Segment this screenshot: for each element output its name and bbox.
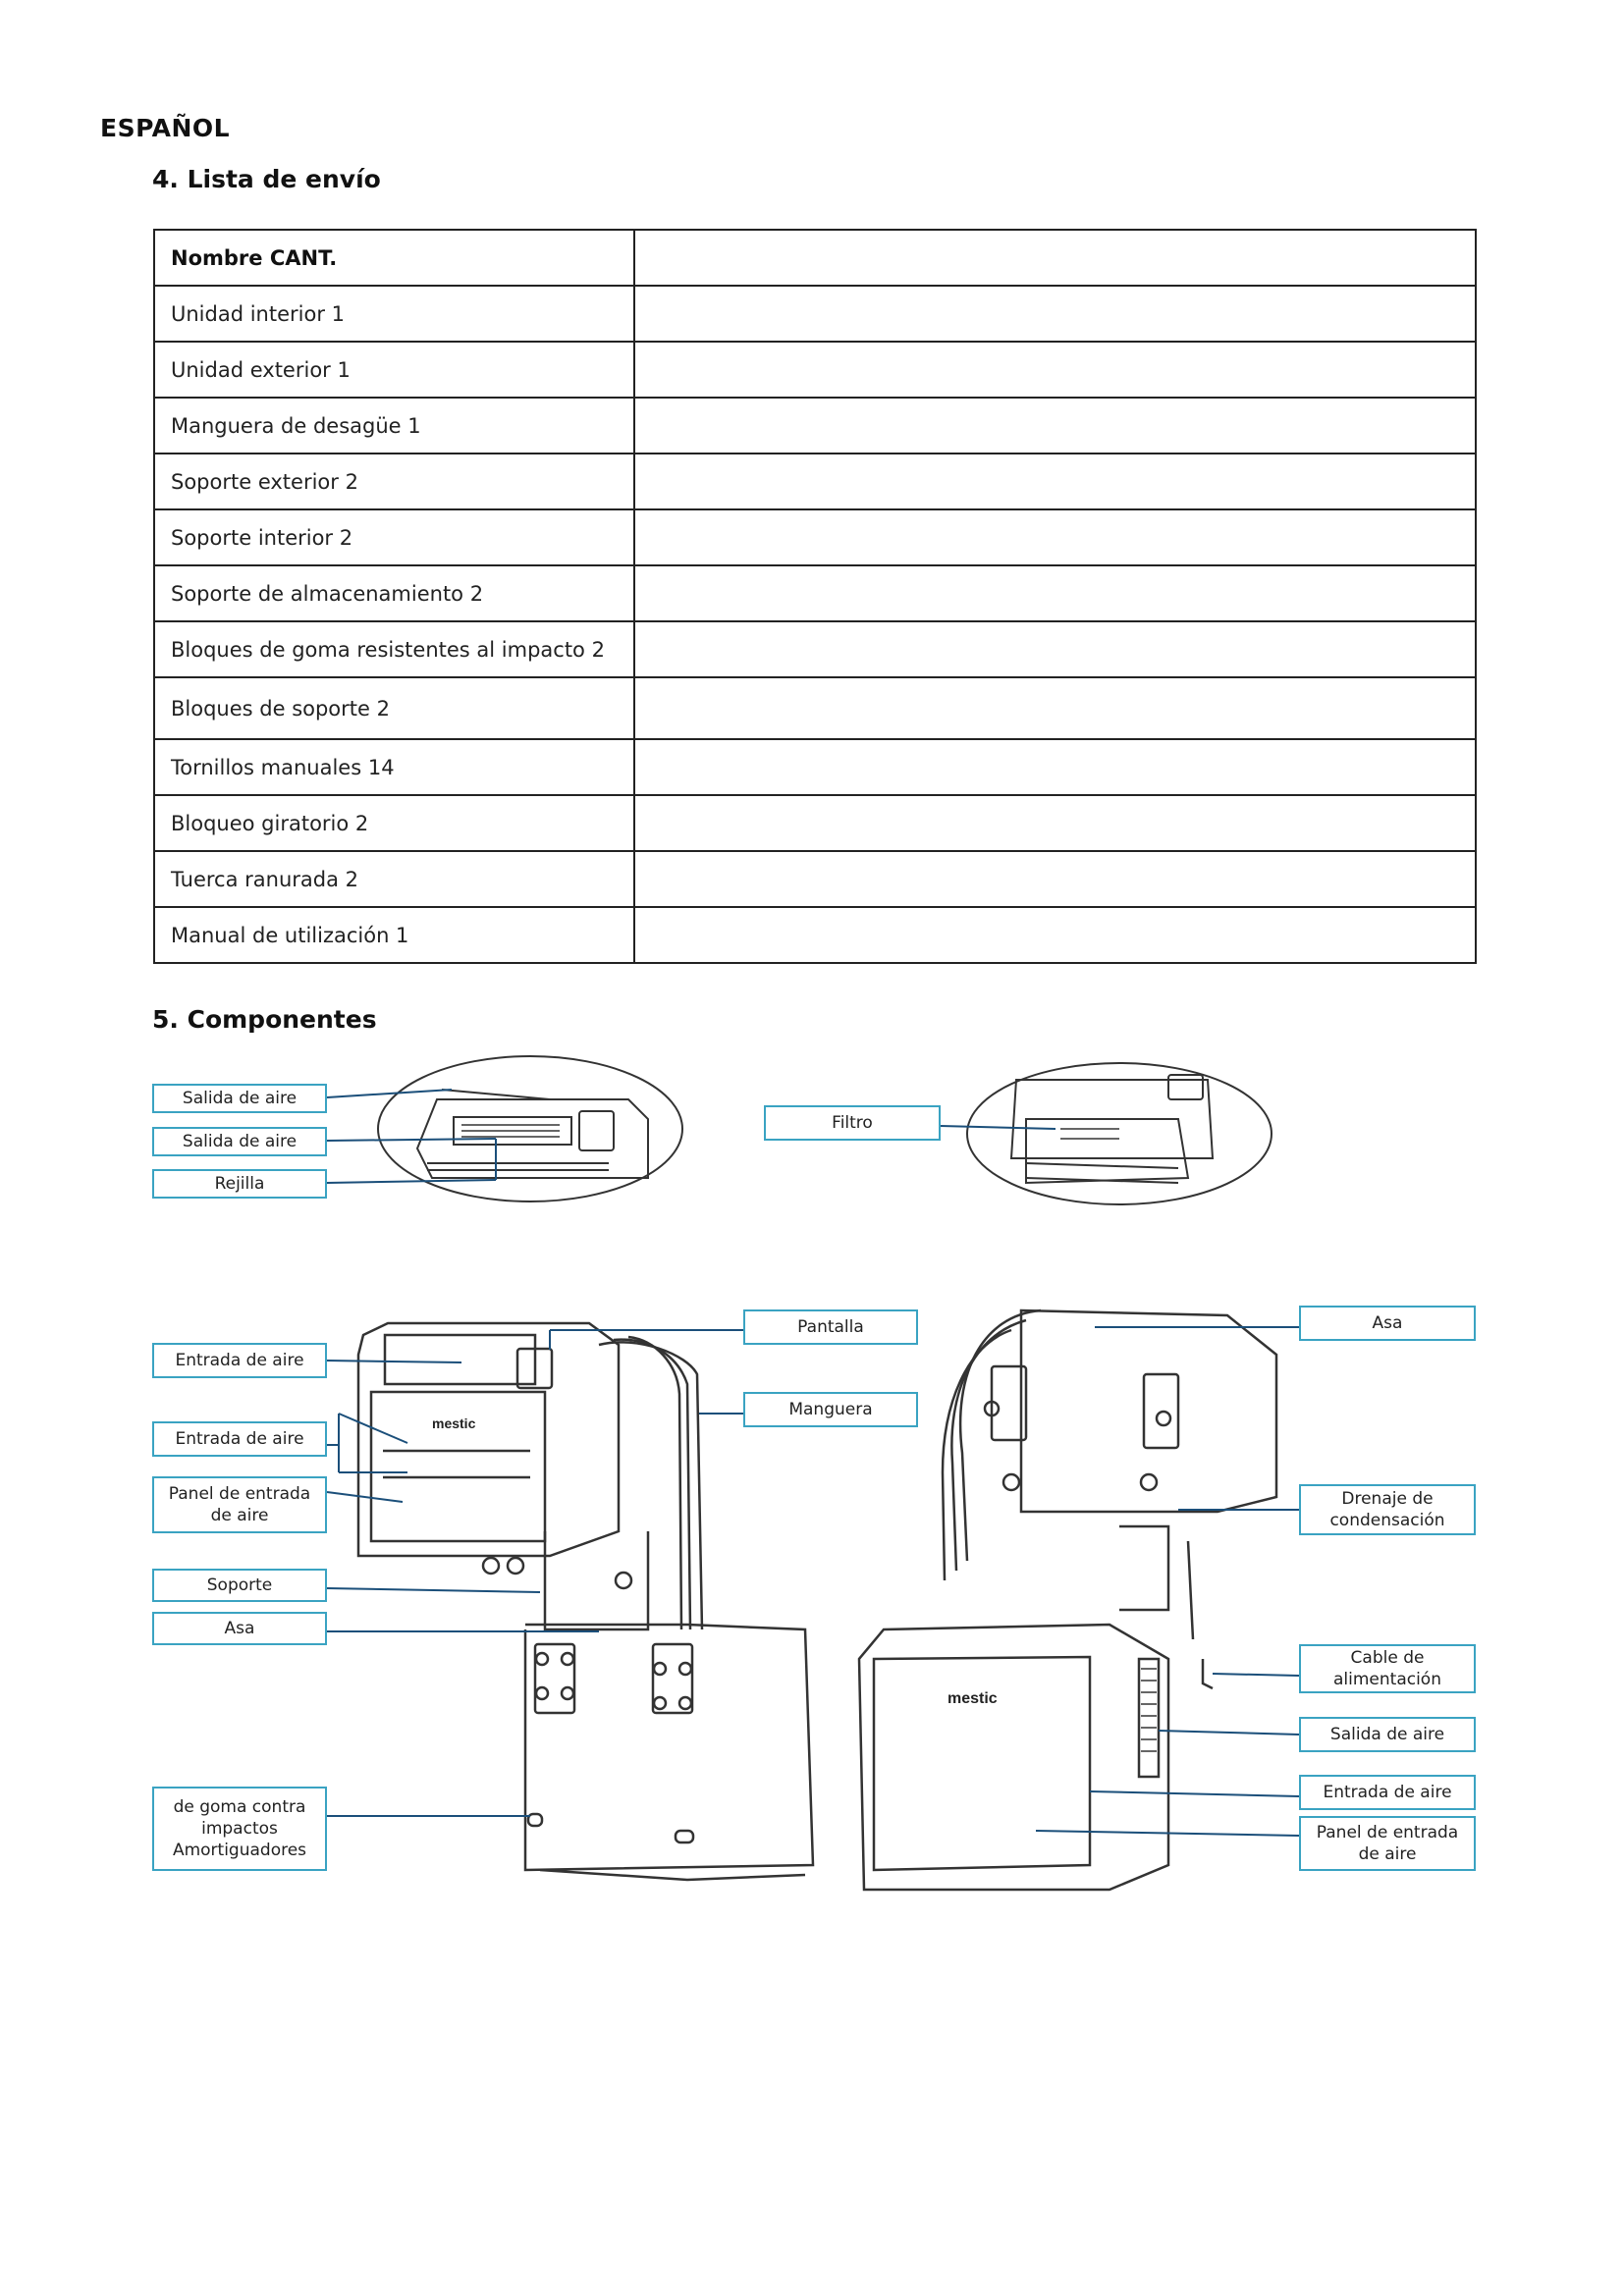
table-cell: Manual de utilización 1: [154, 907, 634, 963]
callout-cable: Cable de alimentación: [1299, 1644, 1476, 1693]
outdoor-unit-rear-drawing: [859, 1310, 1276, 1890]
table-cell: Unidad interior 1: [154, 286, 634, 342]
callout-manguera: Manguera: [743, 1392, 918, 1427]
table-cell: Manguera de desagüe 1: [154, 398, 634, 454]
callout-rejilla: Rejilla: [152, 1169, 327, 1199]
callout-amortiguadores: de goma contra impactos Amortiguadores: [152, 1787, 327, 1871]
section-4-title: 4. Lista de envío: [152, 165, 381, 193]
table-cell: Unidad exterior 1: [154, 342, 634, 398]
callout-pantalla: Pantalla: [743, 1309, 918, 1345]
callout-panel-entrada-right: Panel de entrada de aire: [1299, 1816, 1476, 1871]
leader-lines: [327, 1090, 1299, 1836]
callout-soporte: Soporte: [152, 1569, 327, 1602]
brand-logo-left: mestic: [432, 1415, 476, 1431]
table-cell: Tuerca ranurada 2: [154, 851, 634, 907]
language-heading: ESPAÑOL: [100, 114, 231, 142]
section-5-title: 5. Componentes: [152, 1005, 377, 1034]
callout-asa-left: Asa: [152, 1612, 327, 1645]
callout-asa-right: Asa: [1299, 1306, 1476, 1341]
callout-entrada-de-aire-front: Entrada de aire: [152, 1421, 327, 1457]
table-cell: Tornillos manuales 14: [154, 739, 634, 795]
brand-logo-right: mestic: [947, 1690, 998, 1707]
callout-salida-de-aire-2: Salida de aire: [152, 1127, 327, 1156]
callout-salida-de-aire-right: Salida de aire: [1299, 1717, 1476, 1752]
table-cell: Soporte exterior 2: [154, 454, 634, 509]
callout-entrada-de-aire-right: Entrada de aire: [1299, 1775, 1476, 1810]
table-cell: Soporte de almacenamiento 2: [154, 565, 634, 621]
table-cell: Bloqueo giratorio 2: [154, 795, 634, 851]
callout-panel-entrada-left: Panel de entrada de aire: [152, 1476, 327, 1533]
table-cell: Bloques de soporte 2: [154, 677, 634, 739]
table-header-cell: Nombre CANT.: [154, 230, 634, 286]
callout-entrada-de-aire-top: Entrada de aire: [152, 1343, 327, 1378]
callout-salida-de-aire-1: Salida de aire: [152, 1084, 327, 1113]
table-cell: Soporte interior 2: [154, 509, 634, 565]
detail-ellipse-outlet: [378, 1056, 682, 1201]
callout-drenaje: Drenaje de condensación: [1299, 1484, 1476, 1535]
callout-filtro: Filtro: [764, 1105, 941, 1141]
table-cell: Bloques de goma resistentes al impacto 2: [154, 621, 634, 677]
